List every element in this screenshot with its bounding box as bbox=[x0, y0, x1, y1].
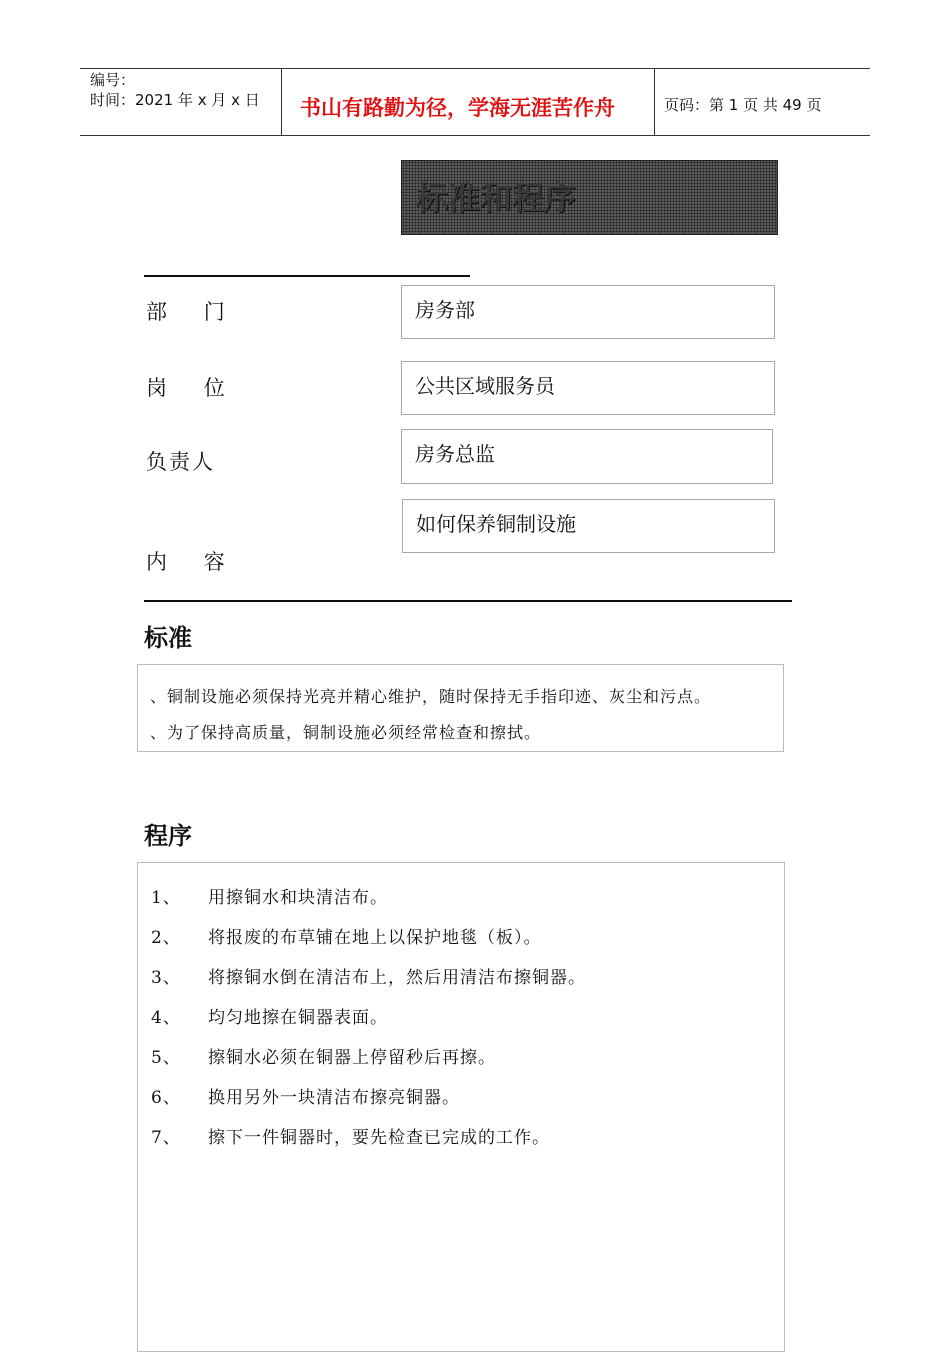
procedure-box bbox=[137, 862, 785, 1352]
doc-title: 标准和程序 bbox=[416, 179, 577, 217]
field-label-department: 部 门 bbox=[146, 300, 227, 324]
step-text: 换用另外一块清洁布擦亮铜器。 bbox=[208, 1088, 460, 1108]
field-label-content: 内 容 bbox=[146, 550, 227, 574]
field-value-department bbox=[401, 285, 775, 339]
header-divider-1 bbox=[281, 68, 282, 136]
field-value-responsible bbox=[401, 429, 773, 484]
standard-box bbox=[137, 664, 784, 752]
field-label-position: 岗 位 bbox=[146, 376, 227, 400]
doc-title-box bbox=[401, 160, 778, 235]
header-divider-2 bbox=[654, 68, 655, 136]
step-number: 2、 bbox=[151, 928, 181, 948]
header-bottom-border bbox=[80, 135, 870, 136]
standard-heading: 标准 bbox=[144, 624, 192, 652]
standard-line-2: 、为了保持高质量，铜制设施必须经常检查和擦拭。 bbox=[150, 723, 542, 742]
step-text: 用擦铜水和块清洁布。 bbox=[208, 888, 388, 908]
procedure-heading: 程序 bbox=[144, 822, 192, 850]
fields-top-rule bbox=[144, 275, 470, 277]
field-value-content bbox=[402, 499, 775, 553]
field-value-position-text: 公共区域服务员 bbox=[415, 374, 555, 398]
field-value-responsible-text: 房务总监 bbox=[415, 442, 495, 466]
step-number: 3、 bbox=[151, 968, 181, 988]
step-text: 将报废的布草铺在地上以保护地毯（板）。 bbox=[208, 928, 542, 948]
standard-line-1: 、铜制设施必须保持光亮并精心维护，随时保持无手指印迹、灰尘和污点。 bbox=[150, 687, 712, 706]
field-label-responsible: 负责人 bbox=[146, 450, 215, 474]
step-number: 7、 bbox=[151, 1128, 181, 1148]
step-text: 擦铜水必须在铜器上停留秒后再擦。 bbox=[208, 1048, 496, 1068]
step-number: 1、 bbox=[151, 888, 181, 908]
field-value-department-text: 房务部 bbox=[415, 298, 475, 322]
page-info: 页码：第 1 页 共 49 页 bbox=[664, 96, 822, 114]
step-number: 5、 bbox=[151, 1048, 181, 1068]
document-number-label: 编号： bbox=[90, 71, 136, 89]
fields-bottom-rule bbox=[144, 600, 792, 602]
field-value-position bbox=[401, 361, 775, 415]
header-top-border bbox=[80, 68, 870, 69]
step-number: 4、 bbox=[151, 1008, 181, 1028]
header-motto: 书山有路勤为径，学海无涯苦作舟 bbox=[300, 95, 615, 120]
step-text: 将擦铜水倒在清洁布上，然后用清洁布擦铜器。 bbox=[208, 968, 586, 988]
step-text: 擦下一件铜器时，要先检查已完成的工作。 bbox=[208, 1128, 550, 1148]
step-text: 均匀地擦在铜器表面。 bbox=[208, 1008, 388, 1028]
step-number: 6、 bbox=[151, 1088, 181, 1108]
document-date: 时间：2021 年 x 月 x 日 bbox=[90, 91, 260, 109]
field-value-content-text: 如何保养铜制设施 bbox=[416, 512, 576, 536]
